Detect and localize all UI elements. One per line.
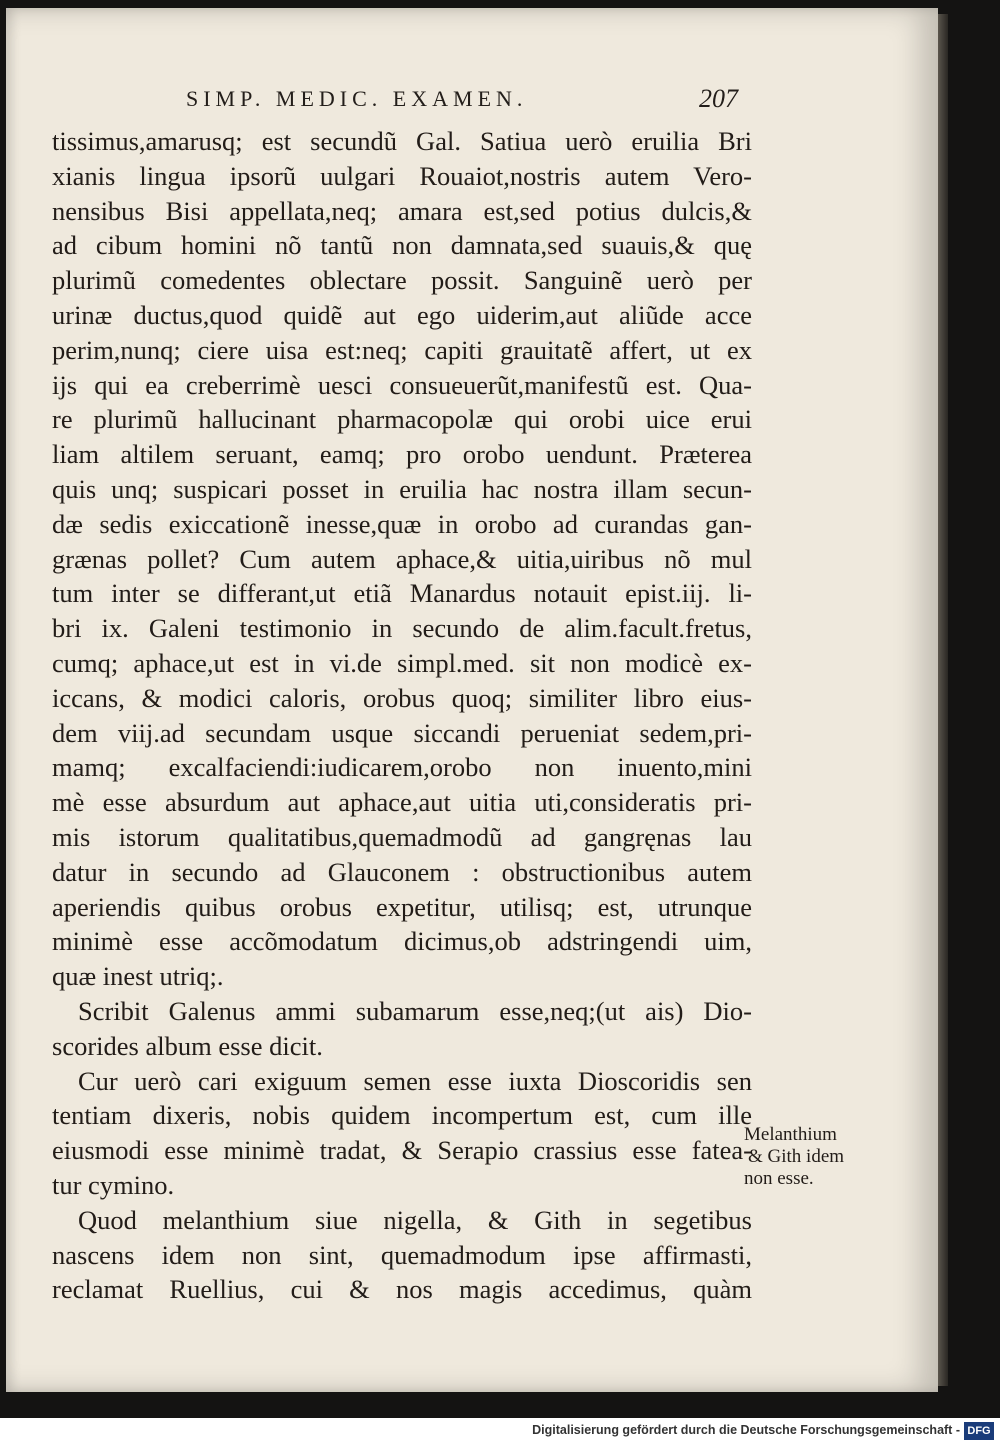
text-line: dem viij.ad secundam usque siccandi perueniat sedem,pri- [52, 717, 752, 748]
text-line: minimè esse accõmodatum dicimus,ob adstringendi uim, [52, 926, 752, 957]
text-line: tum inter se differant,ut etiã Manardus notauit epist.iij. li- [52, 578, 752, 609]
text-line: cumq; aphace,ut est in vi.de simpl.med. sit non modicè ex- [52, 647, 752, 678]
text-line: bri ix. Galeni testimonio in secundo de alim.facult.fretus, [52, 613, 752, 644]
text-line: mamq; excalfaciendi:iudicarem,orobo non inuento,mini [52, 752, 752, 783]
text-line: datur in secundo ad Glauconem : obstructionibus autem [52, 856, 752, 887]
text-line: re plurimũ hallucinant pharmacopolæ qui orobi uice erui [52, 404, 752, 435]
text-line: ijs qui ea creberrimè uesci consueuerũt,manifestũ est. Qua- [52, 369, 752, 400]
text-line: tentiam dixeris, nobis quidem incompertum est, cum ille [52, 1100, 752, 1131]
marginal-note-line: & Gith idem [748, 1146, 845, 1167]
running-head [186, 86, 746, 120]
text-line: nascens idem non sint, quemadmodum ipse affirmasti, [52, 1239, 752, 1270]
text-line: mis istorum qualitatibus,quemadmodũ ad gangręnas lau [52, 821, 752, 852]
text-line: Cur uerò cari exiguum semen esse iuxta Dioscoridis sen [78, 1065, 752, 1096]
text-line: aperiendis quibus orobus expetitur, utilisq; est, utrunque [52, 891, 752, 922]
text-line: quæ inest utriq;. [52, 961, 224, 992]
text-line: mè esse absurdum aut aphace,aut uitia uti,consideratis pri- [52, 787, 752, 818]
text-line: tissimus,amarusq; est secundũ Gal. Satiua uerò eruilia Bri [52, 126, 752, 156]
marginal-note-line: non esse. [744, 1168, 814, 1189]
page-number: 207 [699, 84, 738, 113]
marginal-note [744, 1124, 874, 1190]
text-line: Scribit Galenus ammi subamarum esse,neq;(ut ais) Dio- [78, 995, 752, 1026]
text-line: scorides album esse dicit. [52, 1030, 323, 1061]
text-line: quis unq; suspicari posset in eruilia hac nostra illam secun- [52, 473, 752, 504]
body-text [52, 124, 752, 1307]
running-head-title: SIMP. MEDIC. EXAMEN. [186, 86, 528, 111]
funding-notice: Digitalisierung gefördert durch die Deutsche Forschungsgemeinschaft - [532, 1423, 960, 1437]
text-line: xianis lingua ipsorũ uulgari Rouaiot,nostris autem Vero- [52, 160, 752, 191]
text-line: nensibus Bisi appellata,neq; amara est,sed potius dulcis,& [52, 195, 752, 226]
text-line: dæ sedis exiccationẽ inesse,quæ in orobo ad curandas gan- [52, 508, 752, 539]
text-line: liam altilem seruant, eamq; pro orobo uendunt. Præterea [52, 439, 752, 470]
text-line: ad cibum homini nõ tantũ non damnata,sed suauis,& quę [52, 230, 752, 261]
text-line: iccans, & modici caloris, orobus quoq; similiter libro eius- [52, 682, 752, 713]
text-line: Quod melanthium siue nigella, & Gith in segetibus [78, 1204, 752, 1235]
text-line: urinæ ductus,quod quidẽ aut ego uiderim,aut aliũde acce [52, 299, 752, 330]
footer-bar [0, 1418, 1000, 1447]
marginal-note-line: Melanthium [744, 1124, 837, 1145]
text-line: eiusmodi esse minimè tradat, & Serapio crassius esse fatea- [52, 1135, 752, 1166]
dfg-logo-icon: DFG [964, 1422, 994, 1440]
text-line: perim,nunq; ciere uisa est:neq; capiti grauitatẽ affert, ut ex [52, 334, 752, 365]
text-line: tur cymino. [52, 1169, 175, 1200]
text-line: reclamat Ruellius, cui & nos magis accedimus, quàm [52, 1274, 752, 1305]
text-line: plurimũ comedentes oblectare possit. Sanguinẽ uerò per [52, 265, 752, 296]
text-line: grænas pollet? Cum autem aphace,& uitia,uiribus nõ mul [52, 543, 752, 574]
page-edge [938, 14, 948, 1386]
